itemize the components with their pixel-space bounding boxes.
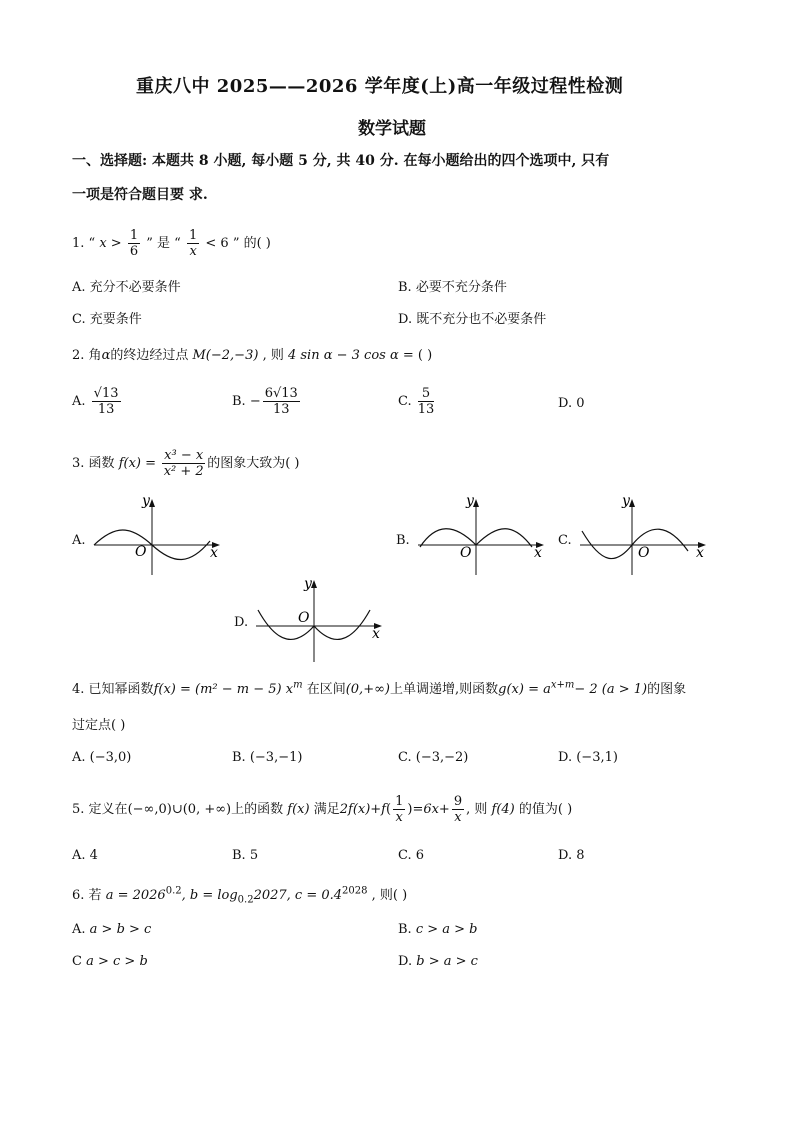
graph-option-b[interactable] [414,495,550,577]
option-3d-label[interactable]: D. [234,615,249,630]
option-5c[interactable]: C. 6 [398,848,425,863]
svg-text:y: y [622,495,630,509]
option-3b-label[interactable]: B. [396,533,410,548]
option-2d[interactable]: D. 0 [558,396,585,411]
svg-text:y: y [304,576,312,592]
svg-text:O: O [135,544,147,560]
option-3c-label[interactable]: C. [558,533,572,548]
option-5a[interactable]: A. 4 [72,848,98,863]
question-3-stem: 3. 函数 f(x) = $\frac{\text{x³ − x}}{\text{x² + 2}}$ 的图象大致为( ) [72,448,300,479]
option-1b[interactable]: B. 必要不充分条件 [398,280,507,295]
svg-text:x: x [696,545,704,561]
option-5d[interactable]: D. 8 [558,848,585,863]
option-6d[interactable]: D. b > a > c [398,954,478,969]
option-6c[interactable]: C a > c > b [72,954,148,969]
option-2c[interactable]: C. $\frac{5}{13}$ [398,386,435,417]
question-2-stem: 2. 角α的终边经过点 M(−2,−3) , 则 4 sin α − 3 cos α = ( ) [72,348,433,363]
option-6b[interactable]: B. c > a > b [398,922,478,937]
option-4d[interactable]: D. (−3,1) [558,750,618,765]
option-2b[interactable]: B. − $\frac{6√13}{13}$ [232,386,298,417]
question-4-stem-line2: 过定点( ) [72,718,126,733]
option-6a[interactable]: A. a > b > c [72,922,152,937]
option-3a-label[interactable]: A. [72,533,86,548]
svg-text:x: x [210,545,218,561]
question-1-stem: 1. “ x > $\frac{1}{6}$ ” 是 “ $\frac{1}{x}$ < 6 ” 的( ) [72,228,271,259]
svg-text:O: O [460,545,472,561]
page-subtitle: 数学试题 [358,119,426,139]
graph-option-c[interactable] [576,495,712,577]
option-2a[interactable]: A. $\frac{√13}{13}$ [72,386,119,417]
option-1d[interactable]: D. 既不充分也不必要条件 [398,312,547,327]
option-4a[interactable]: A. (−3,0) [72,750,132,765]
fraction: $\frac{1}{x}$ [188,228,198,259]
option-1c[interactable]: C. 充要条件 [72,312,142,327]
graph-option-a[interactable] [90,495,226,577]
fraction: $\frac{1}{6}$ [129,228,139,259]
svg-text:O: O [298,610,310,626]
question-5-stem: 5. 定义在(−∞,0)∪(0, +∞)上的函数 f(x) 满足2f(x)+f( $\frac{1}{x}$ )=6x+ $\frac{9}{x}$ , 则 f(4) 的值为( ) [72,794,573,825]
option-5b[interactable]: B. 5 [232,848,259,863]
option-4b[interactable]: B. (−3,−1) [232,750,303,765]
svg-text:y: y [142,495,150,509]
question-4-stem: 4. 已知幂函数f(x) = (m² − m − 5) $x^m$ 在区间(0,+∞)上单调递增,则函数$g(x) = a^{x+m}- 2$ (a > 1)的图象 [72,679,687,697]
question-number: 1. [72,236,85,251]
option-1a[interactable]: A. 充分不必要条件 [72,280,181,295]
section-heading-line2: 一项是符合题目要 求. [72,187,208,203]
page-title: 重庆八中 2025——2026 学年度(上)高一年级过程性检测 [136,76,624,97]
svg-text:x: x [372,626,380,642]
graph-option-d[interactable] [252,576,388,664]
option-4c[interactable]: C. (−3,−2) [398,750,469,765]
svg-text:y: y [466,495,474,509]
svg-text:x: x [534,545,542,561]
section-heading-line1: 一、选择题: 本题共 8 小题, 每小题 5 分, 共 40 分. 在每小题给出的四个选项中, 只有 [72,153,610,169]
question-6-stem: 6. 若 $a = 2026^{0.2}$, $b = \log_{0.2}2027$, $c = 0.4^{2028}$ , 则( ) [72,885,408,906]
svg-text:O: O [638,545,650,561]
